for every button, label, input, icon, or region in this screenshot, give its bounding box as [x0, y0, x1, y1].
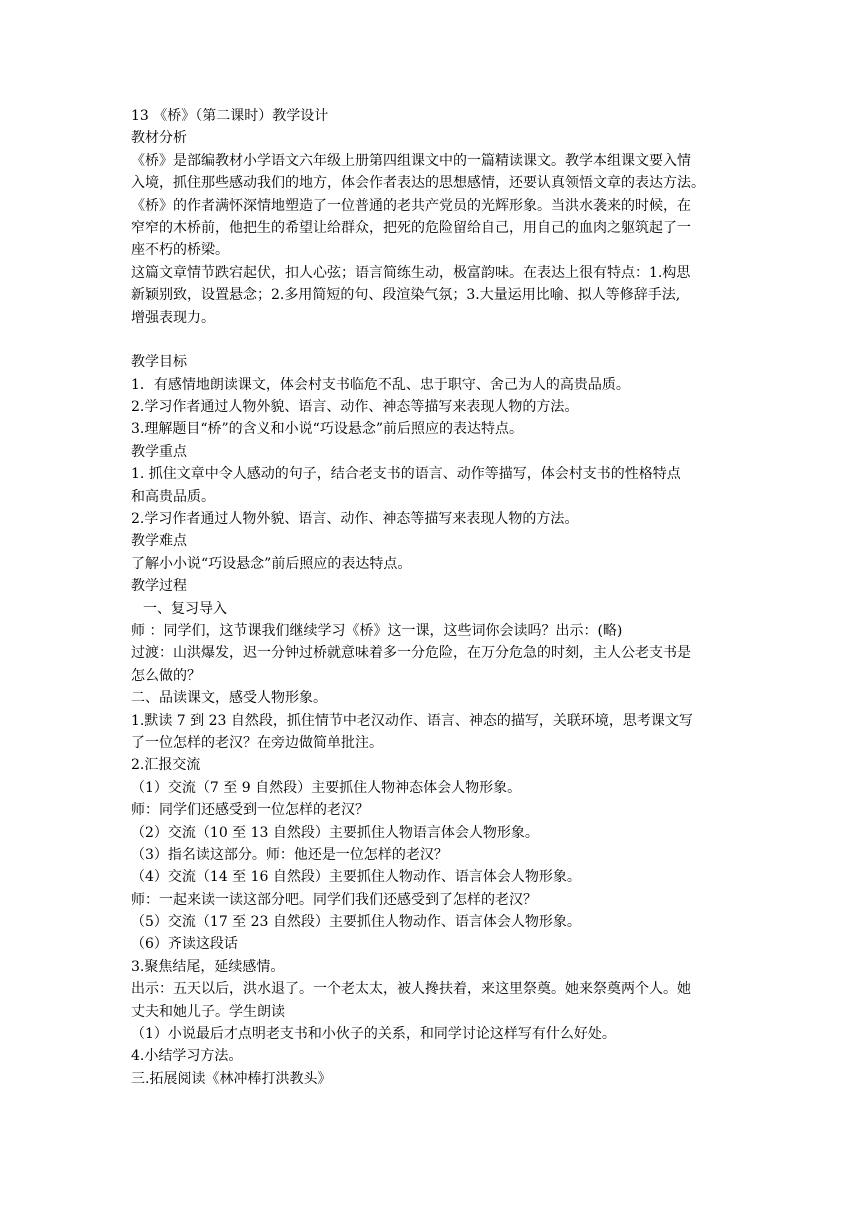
document-page — [131, 105, 731, 1090]
blank-line — [131, 329, 731, 351]
text-line: 和高贵品质。 — [131, 488, 215, 505]
text-line: 师：一起来读一读这部分吧。同学们我们还感受到了怎样的老汉？ — [131, 891, 537, 908]
text-line: 窄窄的木桥前，他把生的希望让给群众，把死的危险留给自己，用自己的血肉之躯筑起了一 — [131, 219, 691, 236]
text-line: 入境，抓住那些感动我们的地方，体会作者表达的思想感情，还要认真领悟文章的表达方法。 — [131, 175, 705, 192]
text-line: （1）交流（7 至 9 自然段）主要抓住人物神态体会人物形象。 — [131, 779, 522, 796]
text-line: 《桥》的作者满怀深情地塑造了一位普通的老共产党员的光辉形象。当洪水袭来的时候，在 — [131, 197, 691, 214]
text-line: 这篇文章情节跌宕起伏，扣人心弦；语言简练生动，极富韵味。在表达上很有特点：1.构思 — [131, 264, 691, 281]
text-line: 3.聚焦结尾，延续感情。 — [131, 958, 285, 975]
text-line: 2.学习作者通过人物外貌、语言、动作、神态等描写来表现人物的方法。 — [131, 511, 579, 528]
text-line: 1．有感情地朗读课文，体会村支书临危不乱、忠于职守、舍己为人的高贵品质。 — [131, 376, 630, 393]
section-heading-teaching-process: 教学过程 — [131, 578, 187, 595]
text-line: 了一位怎样的老汉？在旁边做简单批注。 — [131, 734, 383, 751]
text-line: （4）交流（14 至 16 自然段）主要抓住人物动作、语言体会人物形象。 — [131, 869, 581, 886]
section-heading-difficulties: 教学难点 — [131, 533, 187, 550]
text-line: 了解小小说“巧设悬念”前后照应的表达特点。 — [131, 555, 412, 572]
text-line: 1. 抓住文章中令人感动的句子，结合老支书的语言、动作等描写，体会村支书的性格特点 — [131, 466, 681, 483]
document-title: 13 《桥》（第二课时）教学设计 — [131, 108, 329, 124]
text-line: （1）小说最后才点明老支书和小伙子的关系，和同学讨论这样写有什么好处。 — [131, 1026, 616, 1043]
subsection-heading: 二、品读课文，感受人物形象。 — [131, 690, 327, 707]
section-heading-teaching-goals: 教学目标 — [131, 354, 187, 371]
section-heading-textbook-analysis: 教材分析 — [131, 130, 187, 147]
subsection-heading: 一、复习导入 — [143, 600, 227, 617]
text-line: 师：同学们还感受到一位怎样的老汉？ — [131, 802, 369, 819]
text-line: 出示：五天以后，洪水退了。一个老太太，被人搀扶着，来这里祭奠。她来祭奠两个人。她 — [131, 981, 691, 998]
text-line: 1.默读 7 到 23 自然段，抓住情节中老汉动作、语言、神态的描写，关联环境，思考课文写 — [131, 712, 693, 729]
text-line: 过渡：山洪爆发，迟一分钟过桥就意味着多一分危险，在万分危急的时刻，主人公老支书是 — [131, 645, 691, 662]
text-line: （5）交流（17 至 23 自然段）主要抓住人物动作、语言体会人物形象。 — [131, 914, 581, 931]
text-line: 丈夫和她儿子。学生朗读 — [131, 1003, 285, 1020]
text-line: （2）交流（10 至 13 自然段）主要抓住人物语言体会人物形象。 — [131, 824, 539, 841]
text-line: （6）齐读这段话 — [131, 936, 238, 953]
text-line: （3）指名读这部分。师：他还是一位怎样的老汉？ — [131, 846, 448, 863]
text-line: 《桥》是部编教材小学语文六年级上册第四组课文中的一篇精读课文。教学本组课文要入情 — [131, 152, 691, 169]
text-line: 3.理解题目“桥”的含义和小说“巧设悬念”前后照应的表达特点。 — [131, 421, 523, 438]
text-line: 座不朽的桥梁。 — [131, 242, 229, 259]
text-line: 4.小结学习方法。 — [131, 1048, 243, 1065]
text-line: 2.汇报交流 — [131, 757, 201, 774]
text-line: 2.学习作者通过人物外貌、语言、动作、神态等描写来表现人物的方法。 — [131, 399, 579, 416]
subsection-heading: 三.拓展阅读《林冲棒打洪教头》 — [131, 1070, 332, 1087]
text-line: 师 ：同学们，这节课我们继续学习《桥》这一课，这些词你会读吗？出示：(略) — [131, 622, 623, 639]
text-line: 新颖别致，设置悬念；2.多用简短的句、段渲染气氛；3.大量运用比喻、拟人等修辞手法, — [131, 287, 681, 304]
section-heading-key-points: 教学重点 — [131, 443, 187, 460]
text-line: 增强表现力。 — [131, 309, 215, 326]
text-line: 怎么做的？ — [131, 667, 201, 684]
